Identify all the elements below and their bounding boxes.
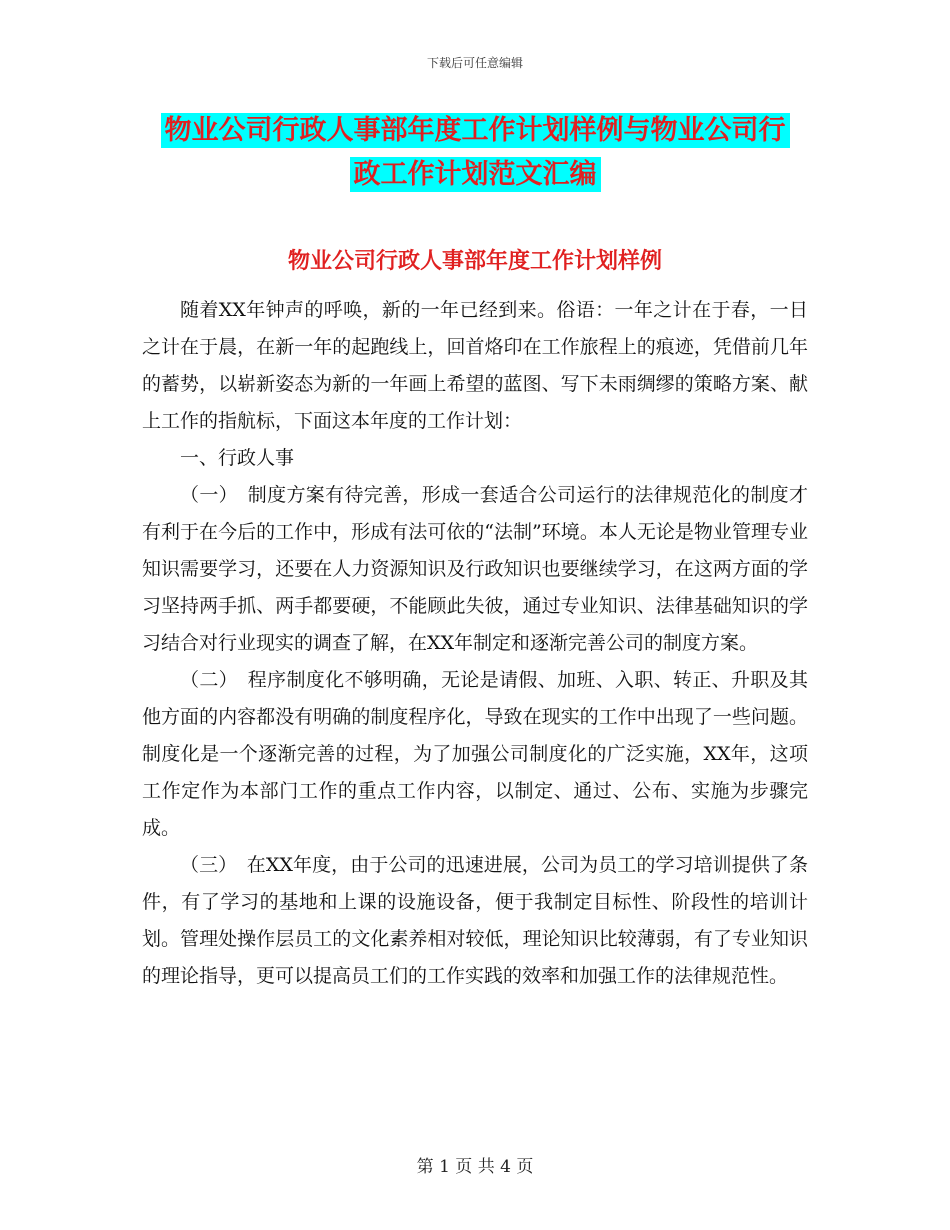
paragraph-item-1: （一） 制度方案有待完善，形成一套适合公司运行的法律规范化的制度才有利于在今后的工作中，形成有法可依的“法制”环境。本人无论是物业管理专业知识需要学习，还要在人力资源知识及行政知识也要继续学习，在这两方面的学习坚持两手抓、两手都要硬，不能顾此失彼，通过专业知识、法律基础知识的学习结合对行业现实的调查了解，在XX年制定和逐渐完善公司的制度方案。: [142, 484, 808, 654]
body-text: [142, 292, 808, 995]
paragraph-heading-admin: 一、行政人事: [180, 447, 295, 469]
paragraph-item-3: （三） 在XX年度，由于公司的迅速进展，公司为员工的学习培训提供了条件，有了学习的基地和上课的设施设备，便于我制定目标性、阶段性的培训计划。管理处操作层员工的文化素养相对较低，理论知识比较薄弱，有了专业知识的理论指导，更可以提高员工们的工作实践的效率和加强工作的法律规范性。: [142, 854, 808, 987]
paragraph-item-2: （二） 程序制度化不够明确，无论是请假、加班、入职、转正、升职及其他方面的内容都没有明确的制度程序化，导致在现实的工作中出现了一些问题。制度化是一个逐渐完善的过程，为了加强公司制度化的广泛实施，XX年，这项工作定作为本部门工作的重点工作内容，以制定、通过、公布、实施为步骤完成。: [142, 669, 808, 839]
section-title: 物业公司行政人事部年度工作计划样例: [287, 249, 662, 274]
page-footer: 第 1 页 共 4 页: [416, 1157, 534, 1177]
document-title-line-1: [0, 106, 950, 156]
document-title-text-2: 政工作计划范文汇编: [350, 157, 601, 192]
document-title-text-1: 物业公司行政人事部年度工作计划样例与物业公司行: [161, 113, 790, 148]
paragraph-intro: 随着XX年钟声的呼唤，新的一年已经到来。俗语：一年之计在于春，一日之计在于晨，在新一年的起跑线上，回首烙印在工作旅程上的痕迹，凭借前几年的蓄势，以崭新姿态为新的一年画上希望的蓝图、写下未雨绸缪的策略方案、献上工作的指航标，下面这本年度的工作计划：: [142, 299, 808, 432]
header-note: 下载后可任意编辑: [426, 56, 523, 70]
document-title-line-2: [0, 150, 950, 200]
